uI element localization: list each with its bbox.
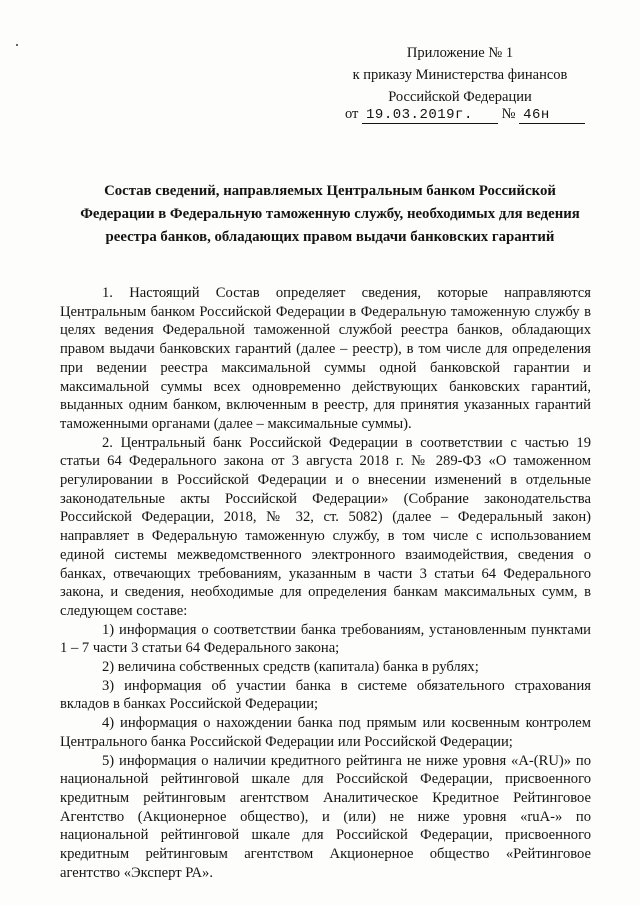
paragraph: 2. Центральный банк Российской Федерации в соответствии с частью 19 статьи 64 Федерального закона от 3 августа 2018 г. № 289-ФЗ «О таможенном регулировании в Российской Федерации и о внесении изменений в отдельные законодательные акты Российской Федерации» (Собрание законодательства Российской Федерации, 2018, № 32, ст. 5082) (далее – Федеральный закон) направляет в Федеральную таможенную службу, в том числе с использованием единой системы межведомственного электронного взаимодействия, сведения о банках, отвечающих требованиям, указанным в части 3 статьи 64 Федерального закона, и сведения, необходимые для определения банкам максимальных сумм, в следующем составе: [60, 434, 591, 619]
title-line: Состав сведений, направляемых Центральным банком Российской [104, 183, 556, 199]
appendix-line: к приказу Министерства финансов [352, 67, 568, 83]
title-line: Федерации в Федеральную таможенную службу, необходимых для ведения [80, 206, 580, 222]
number-prefix: № [501, 106, 516, 122]
date-prefix: от [345, 106, 359, 122]
scan-speck [16, 44, 18, 46]
paragraph: 1. Настоящий Состав определяет сведения, которые направляются Центральным банком Российской Федерации в Федеральную таможенную службу в целях ведения Федеральной таможенной службой реестра банков, обладающих правом выдачи банковских гарантий (далее – реестр), в том числе для определения при ведении реестра максимальной суммы одной банковской гарантии и максимальной суммы всех одновременно действующих банковских гарантий, выданных одним банком, включенным в реестр, для принятия указанных гарантий таможенными органами (далее – максимальные суммы). [60, 285, 591, 432]
order-number: 46н [519, 107, 585, 124]
order-date-number [345, 104, 595, 124]
title-line: реестра банков, обладающих правом выдачи банковских гарантий [105, 229, 555, 245]
appendix-header [330, 42, 590, 108]
appendix-line: Российской Федерации [388, 89, 532, 105]
list-item: 4) информация о нахождении банка под прямым или косвенным контролем Центрального банка Российской Федерации или Российской Федерации; [60, 715, 591, 750]
order-date: 19.03.2019г. [362, 107, 498, 124]
list-item: 2) величина собственных средств (капитала) банка в рублях; [102, 659, 479, 676]
appendix-line: Приложение № 1 [406, 45, 514, 61]
list-item: 1) информация о соответствии банка требованиям, установленным пунктами 1 – 7 части 3 статьи 64 Федерального закона; [60, 621, 591, 657]
list-item: 5) информация о наличии кредитного рейтинга не ниже уровня «A-(RU)» по национальной рейтинговой шкале для Российской Федерации, присвоенного кредитным рейтинговым агентством Аналитическое Кредитное Рейтинговое Агентство (Акционерное общество), и (или) не ниже уровня «ruA-» по национальной рейтинговой шкале для Российской Федерации, присвоенного кредитным рейтинговым агентством Акционерное общество «Рейтинговое агентство «Эксперт РА». [60, 752, 591, 881]
document-body [60, 284, 591, 883]
list-item: 3) информация об участии банка в системе обязательного страхования вкладов в банках Российской Федерации; [60, 677, 591, 713]
document-title [60, 180, 600, 249]
